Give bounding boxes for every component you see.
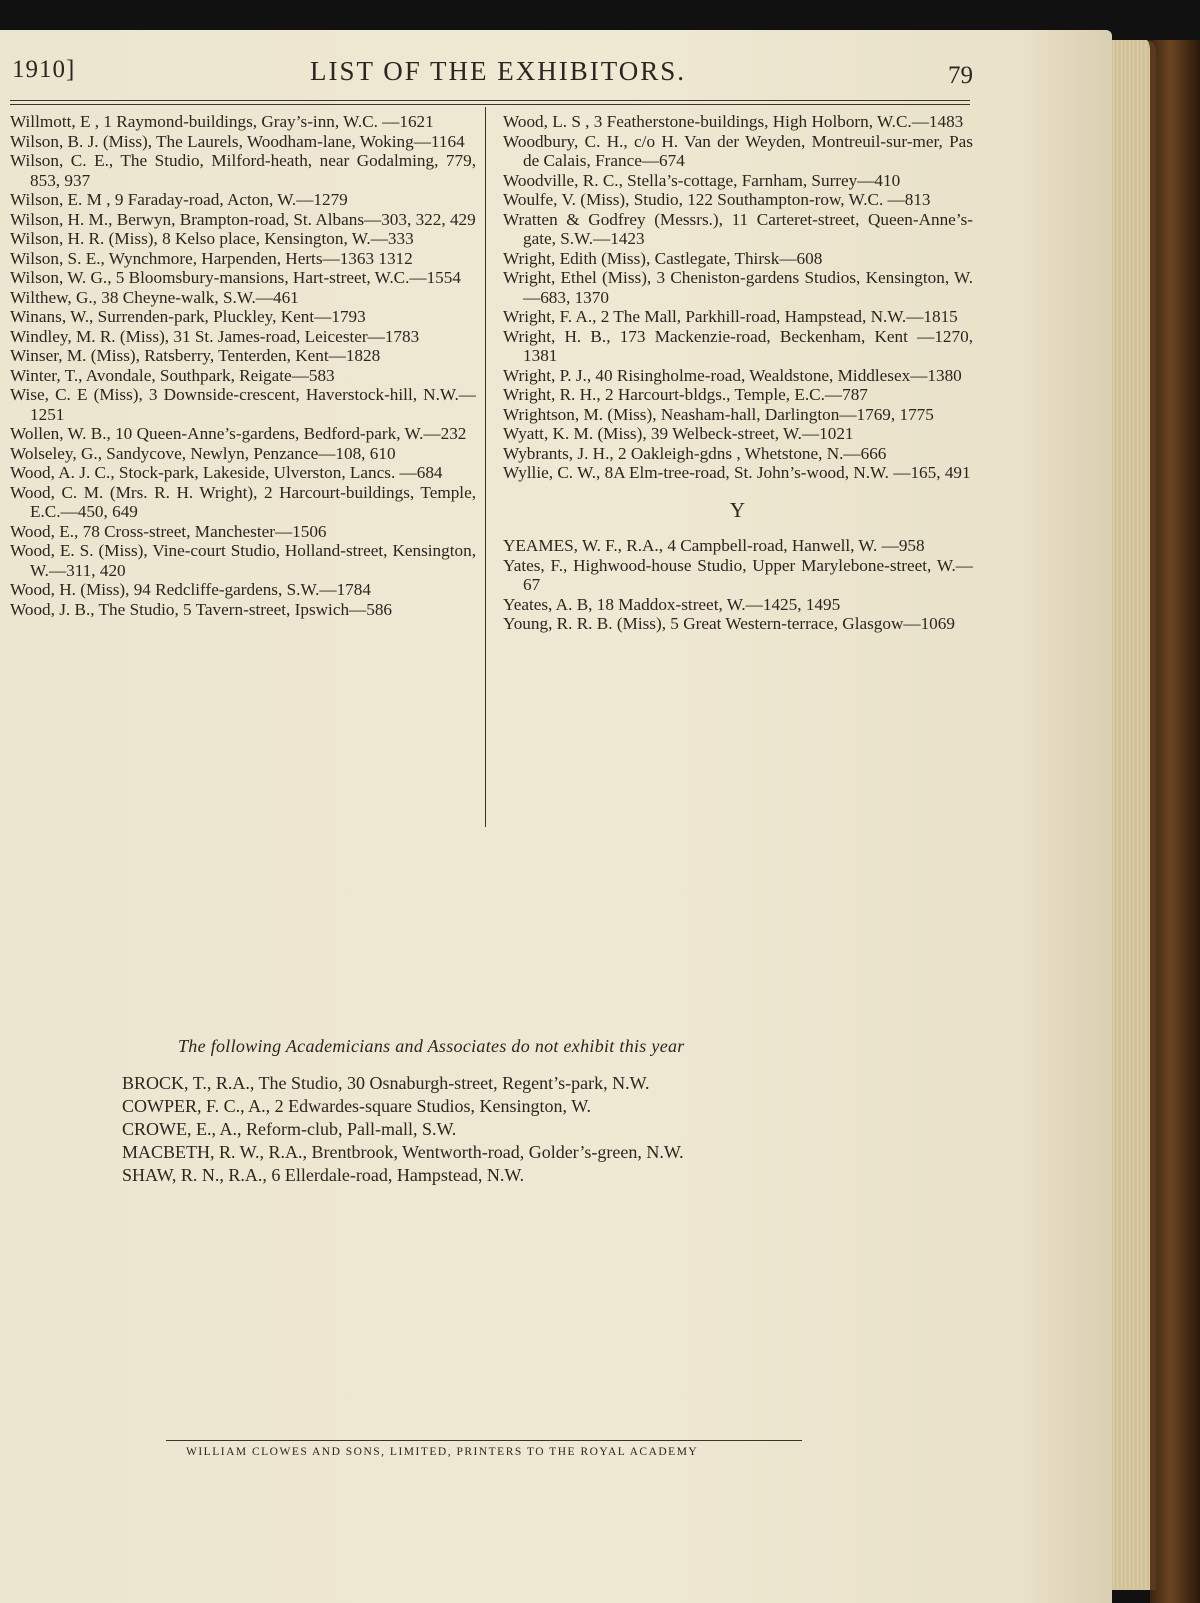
exhibitor-entry: Wood, A. J. C., Stock-park, Lakeside, Ulverston, Lancs. —684 (10, 463, 443, 482)
exhibitor-entry: Wyllie, C. W., 8A Elm-tree-road, St. John’s-wood, N.W. —165, 491 (503, 463, 971, 482)
absent-members-list (122, 1072, 684, 1187)
exhibitor-entry: Winser, M. (Miss), Ratsberry, Tenterden, Kent—1828 (10, 346, 381, 365)
exhibitor-entry: YEAMES, W. F., R.A., 4 Campbell-road, Hanwell, W. —958 (503, 536, 925, 555)
exhibitor-entry: Wright, P. J., 40 Risingholme-road, Wealdstone, Middlesex—1380 (503, 365, 962, 385)
exhibitor-entry: Woodville, R. C., Stella’s-cottage, Farnham, Surrey—410 (503, 170, 901, 190)
exhibitor-entry: Wood, H. (Miss), 94 Redcliffe-gardens, S.W.—1784 (10, 580, 371, 599)
right-column (503, 112, 973, 634)
exhibitor-entry: Wise, C. E (Miss), 3 Downside-crescent, Haverstock-hill, N.W.—1251 (10, 385, 476, 424)
exhibitor-entry: Wilson, W. G., 5 Bloomsbury-mansions, Hart-street, W.C.—1554 (10, 268, 461, 287)
exhibitor-entry: Woodbury, C. H., c/o H. Van der Weyden, Montreuil-sur-mer, Pas de Calais, France—674 (503, 131, 973, 170)
exhibitor-entry: Wood, L. S , 3 Featherstone-buildings, High Holborn, W.C.—1483 (503, 112, 964, 131)
exhibitor-entry: Wright, Edith (Miss), Castlegate, Thirsk—608 (503, 248, 823, 268)
absent-member: CROWE, E., A., Reform-club, Pall-mall, S.W. (122, 1119, 457, 1139)
absent-member: MACBETH, R. W., R.A., Brentbrook, Wentworth-road, Golder’s-green, N.W. (122, 1142, 684, 1162)
exhibitor-entry: Wright, H. B., 173 Mackenzie-road, Beckenham, Kent —1270, 1381 (503, 326, 973, 365)
page-number: 79 (948, 62, 973, 89)
printer-imprint: WILLIAM CLOWES AND SONS, LIMITED, PRINTERS TO THE ROYAL ACADEMY (186, 1446, 699, 1458)
section-letter: Y (729, 497, 747, 522)
exhibitor-entry: Wilson, S. E., Wynchmore, Harpenden, Herts—1363 1312 (10, 248, 413, 268)
header-rule (10, 100, 970, 105)
exhibitor-entry: Winans, W., Surrenden-park, Pluckley, Kent—1793 (10, 307, 366, 326)
absent-notice: The following Academicians and Associates do not exhibit this year (178, 1036, 685, 1056)
exhibitor-entry: Windley, M. R. (Miss), 31 St. James-road, Leicester—1783 (10, 326, 420, 346)
header-year: 1910] (12, 56, 76, 83)
exhibitor-entry: Wood, E., 78 Cross-street, Manchester—1506 (10, 521, 327, 541)
exhibitor-entry: Wrightson, M. (Miss), Neasham-hall, Darlington—1769, 1775 (503, 404, 934, 424)
exhibitor-entry: Yeates, A. B, 18 Maddox-street, W.—1425, 1495 (503, 594, 841, 614)
exhibitor-entry: Wood, E. S. (Miss), Vine-court Studio, Holland-street, Kensington, W.—311, 420 (10, 541, 476, 580)
exhibitor-entry: Young, R. R. B. (Miss), 5 Great Western-terrace, Glasgow—1069 (503, 614, 955, 633)
exhibitor-entry: Wilthew, G., 38 Cheyne-walk, S.W.—461 (10, 287, 299, 307)
exhibitor-entry: Wilson, H. R. (Miss), 8 Kelso place, Kensington, W.—333 (10, 229, 414, 248)
page-header (10, 50, 975, 95)
exhibitor-entry: Wilson, B. J. (Miss), The Laurels, Woodham-lane, Woking—1164 (10, 131, 465, 151)
absent-member: SHAW, R. N., R.A., 6 Ellerdale-road, Hampstead, N.W. (122, 1165, 525, 1185)
exhibitor-entry: Wood, J. B., The Studio, 5 Tavern-street, Ipswich—586 (10, 599, 393, 619)
left-column (10, 112, 476, 619)
header-title: LIST OF THE EXHIBITORS. (310, 56, 687, 86)
exhibitor-entry: Yates, F., Highwood-house Studio, Upper Marylebone-street, W.—67 (503, 555, 973, 594)
exhibitor-entry: Wood, C. M. (Mrs. R. H. Wright), 2 Harcourt-buildings, Temple, E.C.—450, 649 (10, 482, 476, 521)
book-binding (1150, 40, 1200, 1603)
column-divider (485, 107, 486, 827)
exhibitor-entry: Wollen, W. B., 10 Queen-Anne’s-gardens, Bedford-park, W.—232 (10, 424, 467, 443)
exhibitor-entry: Woulfe, V. (Miss), Studio, 122 Southampton-row, W.C. —813 (503, 190, 931, 209)
absent-member: BROCK, T., R.A., The Studio, 30 Osnaburgh-street, Regent’s-park, N.W. (122, 1073, 650, 1093)
exhibitor-entry: Wyatt, K. M. (Miss), 39 Welbeck-street, W.—1021 (503, 424, 854, 443)
exhibitor-entry: Wilson, H. M., Berwyn, Brampton-road, St. Albans—303, 322, 429 (10, 209, 476, 229)
exhibitor-entry: Wybrants, J. H., 2 Oakleigh-gdns , Whetstone, N.—666 (503, 443, 887, 463)
exhibitor-entry: Willmott, E , 1 Raymond-buildings, Gray’s-inn, W.C. —1621 (10, 112, 434, 131)
exhibitor-entry: Wolseley, G., Sandycove, Newlyn, Penzance—108, 610 (10, 443, 396, 463)
exhibitor-entry: Wratten & Godfrey (Messrs.), 11 Carteret-street, Queen-Anne’s-gate, S.W.—1423 (503, 209, 973, 248)
exhibitor-entry: Wright, Ethel (Miss), 3 Cheniston-gardens Studios, Kensington, W.—683, 1370 (503, 268, 973, 307)
absent-member: COWPER, F. C., A., 2 Edwardes-square Studios, Kensington, W. (122, 1096, 592, 1116)
footer-rule (166, 1440, 802, 1441)
exhibitor-entry: Wilson, C. E., The Studio, Milford-heath, near Godalming, 779, 853, 937 (10, 151, 476, 190)
exhibitor-entry: Wright, R. H., 2 Harcourt-bldgs., Temple, E.C.—787 (503, 385, 868, 404)
exhibitor-entry: Wilson, E. M , 9 Faraday-road, Acton, W.—1279 (10, 190, 348, 209)
exhibitor-entry: Wright, F. A., 2 The Mall, Parkhill-road, Hampstead, N.W.—1815 (503, 307, 958, 326)
exhibitor-entry: Winter, T., Avondale, Southpark, Reigate—583 (10, 365, 335, 385)
